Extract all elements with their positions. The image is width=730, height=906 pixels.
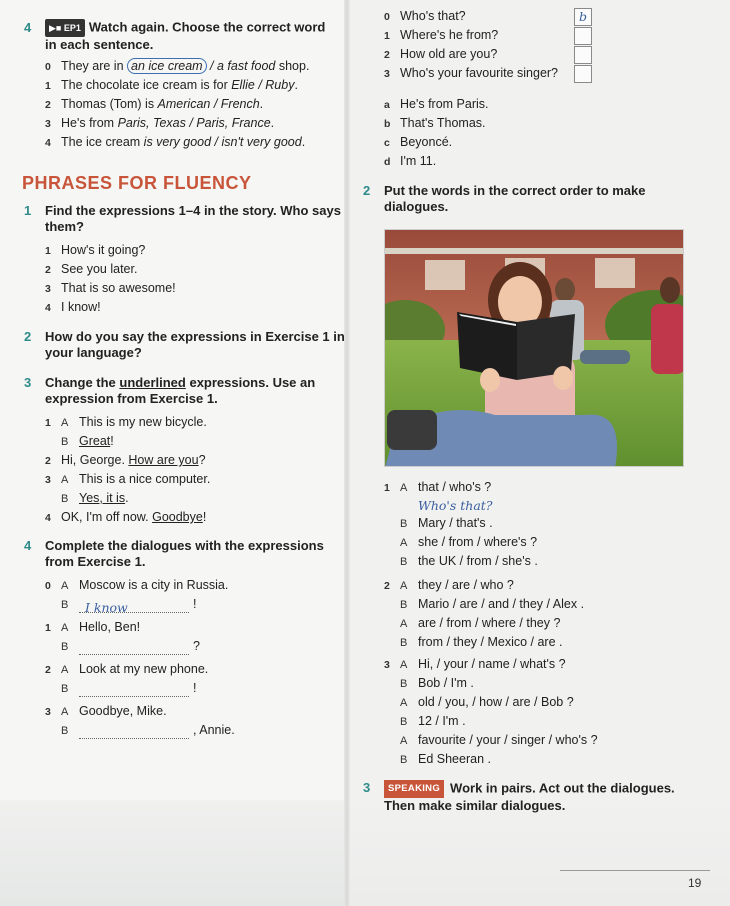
choice-option: Ellie (231, 78, 255, 92)
jumbled-words: old / you, / how / are / Bob ? (418, 695, 574, 709)
exercise-3-heading: SPEAKING Work in pairs. Act out the dialogues. Then make similar dialogues. (384, 780, 675, 813)
line-number: 1 (45, 417, 51, 429)
expression-item (45, 262, 137, 278)
handwritten-answer: I know (85, 600, 128, 615)
jumbled-words: she / from / where's ? (418, 535, 538, 549)
handwritten-letter: b (578, 9, 587, 24)
answer-blank[interactable] (79, 642, 189, 655)
speaker-letter: B (61, 493, 69, 505)
ex4-sentence (45, 97, 263, 113)
jumbled-words: Mary / that's . (418, 516, 493, 530)
sentence-text: The ice cream (61, 135, 144, 149)
sentence-number: 2 (45, 99, 51, 111)
expression-item (45, 243, 145, 259)
jumbled-words: Bob / I'm . (418, 676, 474, 690)
sentence-end: . (294, 78, 298, 92)
speaker-letter: A (400, 697, 408, 709)
word-order-line (384, 616, 560, 632)
question-text: Who's your favourite singer? (400, 66, 559, 80)
speaker-letter: A (400, 618, 408, 630)
ex4-sentence (45, 59, 309, 75)
question-text: Where's he from? (400, 28, 499, 42)
handwritten-answer (79, 684, 85, 699)
jumbled-words: the UK / from / she's . (418, 554, 538, 568)
ex4-sentence (45, 116, 274, 132)
speaker-letter: B (400, 556, 408, 568)
choice-option: Ruby (265, 78, 295, 92)
word-order-line (384, 714, 466, 730)
answer-box[interactable] (574, 27, 592, 45)
handwritten-answer-line (384, 498, 493, 514)
dialogue-text: Moscow is a city in Russia. (79, 578, 229, 592)
answer-blank[interactable] (79, 600, 189, 613)
dialogue-line-a (45, 620, 140, 636)
question-text: How old are you? (400, 47, 498, 61)
question-number: 2 (384, 49, 390, 61)
speaker-letter: A (61, 417, 69, 429)
line-end: ! (193, 597, 197, 611)
answer-letter: c (384, 137, 390, 149)
speaker-letter: B (400, 678, 408, 690)
dialogue-line-b (45, 681, 196, 697)
sentence-end: . (259, 97, 264, 111)
answer-blank[interactable] (79, 726, 189, 739)
speaker-letter: A (61, 474, 69, 486)
expression-text: How's it going? (61, 243, 146, 257)
matching-question (384, 66, 558, 82)
jumbled-words: that / who's ? (418, 480, 492, 494)
choice-separator: / (254, 78, 266, 92)
word-order-line (384, 480, 491, 496)
speaker-letter: A (61, 664, 69, 676)
p4-heading: Complete the dialogues with the expressions from Exercise 1. (45, 538, 324, 569)
speaker-letter: B (61, 725, 69, 737)
word-order-line (384, 516, 493, 532)
line-number: 3 (45, 474, 51, 486)
dialogue-text: Hello, Ben! (79, 620, 141, 634)
line-text: This is a nice computer. (79, 472, 211, 486)
jumbled-words: Ed Sheeran . (418, 752, 491, 766)
sentence-end: shop. (275, 59, 310, 73)
p3-line (45, 453, 206, 469)
item-number: 2 (45, 264, 51, 276)
jumbled-words: 12 / I'm . (418, 714, 466, 728)
choice-option: American (157, 97, 211, 111)
word-order-line (384, 535, 537, 551)
p3-line (45, 434, 114, 450)
answer-text: That's Thomas. (400, 116, 486, 130)
matching-answer (384, 154, 436, 170)
expression-text: I know! (61, 300, 101, 314)
speaker-letter: B (400, 754, 408, 766)
dialogue-number: 2 (384, 580, 390, 592)
line-number: 4 (45, 512, 51, 524)
line-text: This is my new bicycle. (79, 415, 207, 429)
underlined-expression: Yes, it is (79, 491, 126, 505)
exercise-2-number: 2 (363, 183, 371, 198)
speaker-letter: A (61, 622, 69, 634)
jumbled-words: favourite / your / singer / who's ? (418, 733, 598, 747)
sentence-number: 0 (45, 61, 51, 73)
speaker-letter: B (400, 599, 408, 611)
line-end: ! (193, 681, 197, 695)
word-order-line (384, 733, 598, 749)
speaker-letter: A (61, 706, 69, 718)
speaker-letter: B (400, 716, 408, 728)
p1-number: 1 (24, 203, 32, 218)
exercise-2-heading: Put the words in the correct order to make dialogues. (384, 183, 646, 214)
answer-box[interactable] (574, 46, 592, 64)
word-order-line (384, 657, 566, 673)
question-number: 1 (384, 30, 390, 42)
answer-blank[interactable] (79, 684, 189, 697)
item-number: 3 (45, 283, 51, 295)
underlined-expression: Great (79, 434, 111, 448)
item-number: 4 (45, 302, 51, 314)
sentence-text: Thomas (Tom) is (61, 97, 158, 111)
dialogue-number: 1 (384, 482, 390, 494)
dialogue-number: 2 (45, 664, 51, 676)
dialogue-text: Goodbye, Mike. (79, 704, 167, 718)
choice-option: French (220, 97, 260, 111)
word-order-line (384, 635, 563, 651)
choice-separator: / (210, 97, 221, 111)
answer-letter: a (384, 99, 390, 111)
photo-girl-reading (384, 229, 684, 467)
line-number: 2 (45, 455, 51, 467)
sentence-number: 3 (45, 118, 51, 130)
question-number: 3 (384, 68, 390, 80)
expression-text: That is so awesome! (61, 281, 176, 295)
matching-question (384, 47, 497, 63)
line-end: ! (202, 510, 207, 524)
p3-heading: Change the underlined expressions. Use an expression from Exercise 1. (45, 375, 316, 406)
p3-line (45, 415, 207, 431)
word-order-line (384, 752, 491, 768)
p3-line (45, 510, 206, 526)
speaker-letter: A (61, 580, 69, 592)
speaker-letter: A (400, 659, 408, 671)
matching-answer (384, 97, 489, 113)
jumbled-words: they / are / who ? (418, 578, 514, 592)
choice-option: is very good (143, 135, 212, 149)
page-number: 19 (688, 876, 702, 890)
question-number: 0 (384, 11, 390, 23)
choice-option: Paris, France (196, 116, 271, 130)
choice-separator: / (206, 59, 217, 73)
sentence-number: 1 (45, 80, 51, 92)
word-order-line (384, 695, 574, 711)
answer-box[interactable] (574, 8, 592, 26)
speaker-letter: B (400, 518, 408, 530)
exercise-4-heading: ▶■ EP1 Watch again. Choose the correct word in each sentence. (45, 19, 326, 52)
matching-answer (384, 135, 452, 151)
sentence-text: The chocolate ice cream is for (61, 78, 232, 92)
dialogue-line-a (45, 578, 228, 594)
speaker-letter: B (61, 641, 69, 653)
jumbled-words: from / they / Mexico / are . (418, 635, 563, 649)
speaker-letter: B (61, 599, 69, 611)
speaker-letter: A (400, 537, 408, 549)
line-text: Hi, George. (61, 453, 129, 467)
video-episode-badge: ▶■ EP1 (45, 19, 85, 37)
matching-answer (384, 116, 486, 132)
item-number: 1 (45, 245, 51, 257)
handwritten-answer (79, 726, 85, 741)
jumbled-words: Mario / are / and / they / Alex . (418, 597, 585, 611)
choice-separator: / (185, 116, 197, 130)
dialogue-line-b (45, 597, 196, 613)
p3-line (45, 491, 129, 507)
footer-rule (560, 870, 710, 871)
line-end: ! (110, 434, 114, 448)
ex4-sentence (45, 135, 305, 151)
word-order-line (384, 676, 474, 692)
dialogue-number: 1 (45, 622, 51, 634)
dialogue-line-b (45, 639, 200, 655)
sentence-number: 4 (45, 137, 51, 149)
sentence-end: . (301, 135, 306, 149)
p1-heading: Find the expressions 1–4 in the story. Who says them? (45, 203, 341, 234)
p2-heading: How do you say the expressions in Exercise 1 in your language? (45, 329, 345, 360)
photo-illustration (385, 230, 684, 467)
jumbled-words: are / from / where / they ? (418, 616, 561, 630)
bleed-through-right (350, 800, 730, 906)
handwritten-answer: Who's that? (418, 498, 493, 513)
expression-text: See you later. (61, 262, 138, 276)
bleed-through-left (0, 800, 346, 906)
choice-option: a fast food (217, 59, 276, 73)
matching-question (384, 28, 498, 44)
choice-option: Paris, Texas (117, 116, 186, 130)
answer-letter: d (384, 156, 391, 168)
jumbled-words: Hi, / your / name / what's ? (418, 657, 566, 671)
answer-text: Beyoncé. (400, 135, 453, 149)
p3-line (45, 472, 210, 488)
p4-number: 4 (24, 538, 32, 553)
line-text: OK, I'm off now. (61, 510, 153, 524)
matching-question (384, 9, 466, 25)
dialogue-number: 3 (45, 706, 51, 718)
word-order-line (384, 578, 514, 594)
handwritten-answer (79, 642, 85, 657)
line-end: ? (198, 453, 206, 467)
speaking-badge: SPEAKING (384, 780, 444, 798)
section-title: PHRASES FOR FLUENCY (22, 173, 252, 193)
dialogue-line-b (45, 723, 235, 739)
p3-number: 3 (24, 375, 32, 390)
line-end: . (125, 491, 129, 505)
underlined-expression: How are you (128, 453, 199, 467)
line-end: , Annie. (193, 723, 235, 737)
speaker-letter: A (400, 580, 408, 592)
dialogue-number: 3 (384, 659, 390, 671)
choice-separator: / (211, 135, 222, 149)
word-order-line (384, 554, 538, 570)
sentence-text: He's from (61, 116, 118, 130)
dialogue-text: Look at my new phone. (79, 662, 209, 676)
exercise-3-number: 3 (363, 780, 371, 795)
sentence-end: . (270, 116, 275, 130)
underlined-expression: Goodbye (152, 510, 203, 524)
answer-text: He's from Paris. (400, 97, 489, 111)
question-text: Who's that? (400, 9, 466, 23)
dialogue-line-a (45, 662, 208, 678)
answer-letter: b (384, 118, 391, 130)
line-end: ? (193, 639, 200, 653)
speaker-letter: B (400, 637, 408, 649)
circled-choice: an ice cream (127, 58, 207, 74)
speaker-letter: B (61, 683, 69, 695)
speaker-letter: A (400, 482, 408, 494)
dialogue-number: 0 (45, 580, 51, 592)
word-order-line (384, 597, 584, 613)
choice-option: isn't very good (221, 135, 302, 149)
p2-number: 2 (24, 329, 32, 344)
speaker-letter: B (61, 436, 69, 448)
exercise-4-number: 4 (24, 20, 32, 35)
expression-item (45, 300, 101, 316)
sentence-text: They are in (61, 59, 128, 73)
page-gutter (344, 0, 350, 906)
expression-item (45, 281, 176, 297)
answer-text: I'm 11. (400, 154, 437, 168)
dialogue-line-a (45, 704, 167, 720)
speaker-letter: A (400, 735, 408, 747)
ex4-sentence (45, 78, 298, 94)
answer-box[interactable] (574, 65, 592, 83)
